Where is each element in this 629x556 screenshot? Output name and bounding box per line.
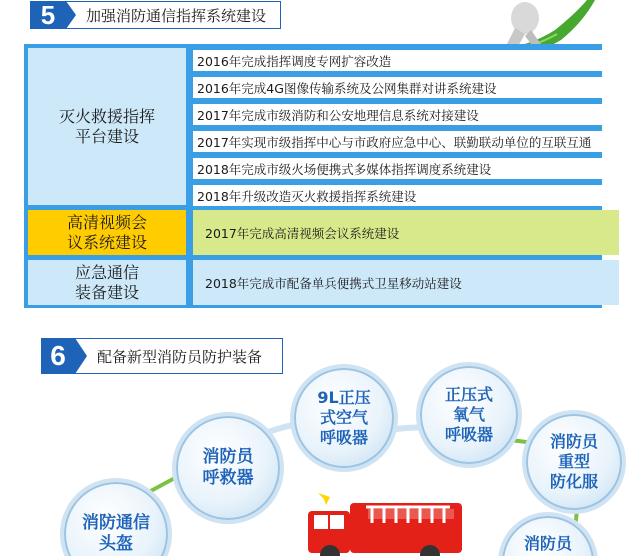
list-item: 2016年完成4G图像传输系统及公网集群对讲系统建设 — [193, 77, 619, 98]
section-5-title: 加强消防通信指挥系统建设 — [66, 1, 281, 29]
equipment-bubble-chemical-suit: 消防员 重型 防化服 — [522, 410, 626, 514]
equipment-bubble-air-respirator: 9L正压 式空气 呼吸器 — [290, 364, 398, 472]
equipment-bubble-partial: 消防员 — [498, 512, 598, 556]
list-item: 2016年完成指挥调度专网扩容改造 — [193, 50, 619, 71]
list-item: 2018年升级改造灭火救援指挥系统建设 — [193, 185, 619, 206]
category-emergency-comms: 应急通信 装备建设 — [28, 260, 186, 305]
section-5-header — [30, 0, 281, 30]
category-video-conference: 高清视频会 议系统建设 — [28, 210, 186, 255]
section-6-title: 配备新型消防员防护装备 — [75, 338, 283, 374]
section-6-header — [41, 337, 283, 375]
equipment-bubble-distress-signal: 消防员 呼救器 — [172, 412, 284, 524]
equipment-bubble-helmet: 消防通信 头盔 — [60, 478, 172, 556]
construction-table — [24, 44, 602, 308]
category-command-platform: 灭火救援指挥 平台建设 — [28, 48, 186, 205]
list-item: 2018年完成市配备单兵便携式卫星移动站建设 — [193, 260, 619, 305]
section-6-number: 6 — [41, 338, 75, 374]
list-item: 2017年完成高清视频会议系统建设 — [193, 210, 619, 255]
equipment-bubble-oxygen-respirator: 正压式 氧气 呼吸器 — [416, 362, 522, 468]
fire-truck-illustration — [300, 493, 470, 556]
list-item: 2017年实现市级指挥中心与市政府应急中心、联勤联动单位的互联互通 — [193, 131, 619, 152]
list-item: 2018年完成市级火场便携式多媒体指挥调度系统建设 — [193, 158, 619, 179]
list-item: 2017年完成市级消防和公安地理信息系统对接建设 — [193, 104, 619, 125]
section-5-number: 5 — [30, 1, 66, 29]
